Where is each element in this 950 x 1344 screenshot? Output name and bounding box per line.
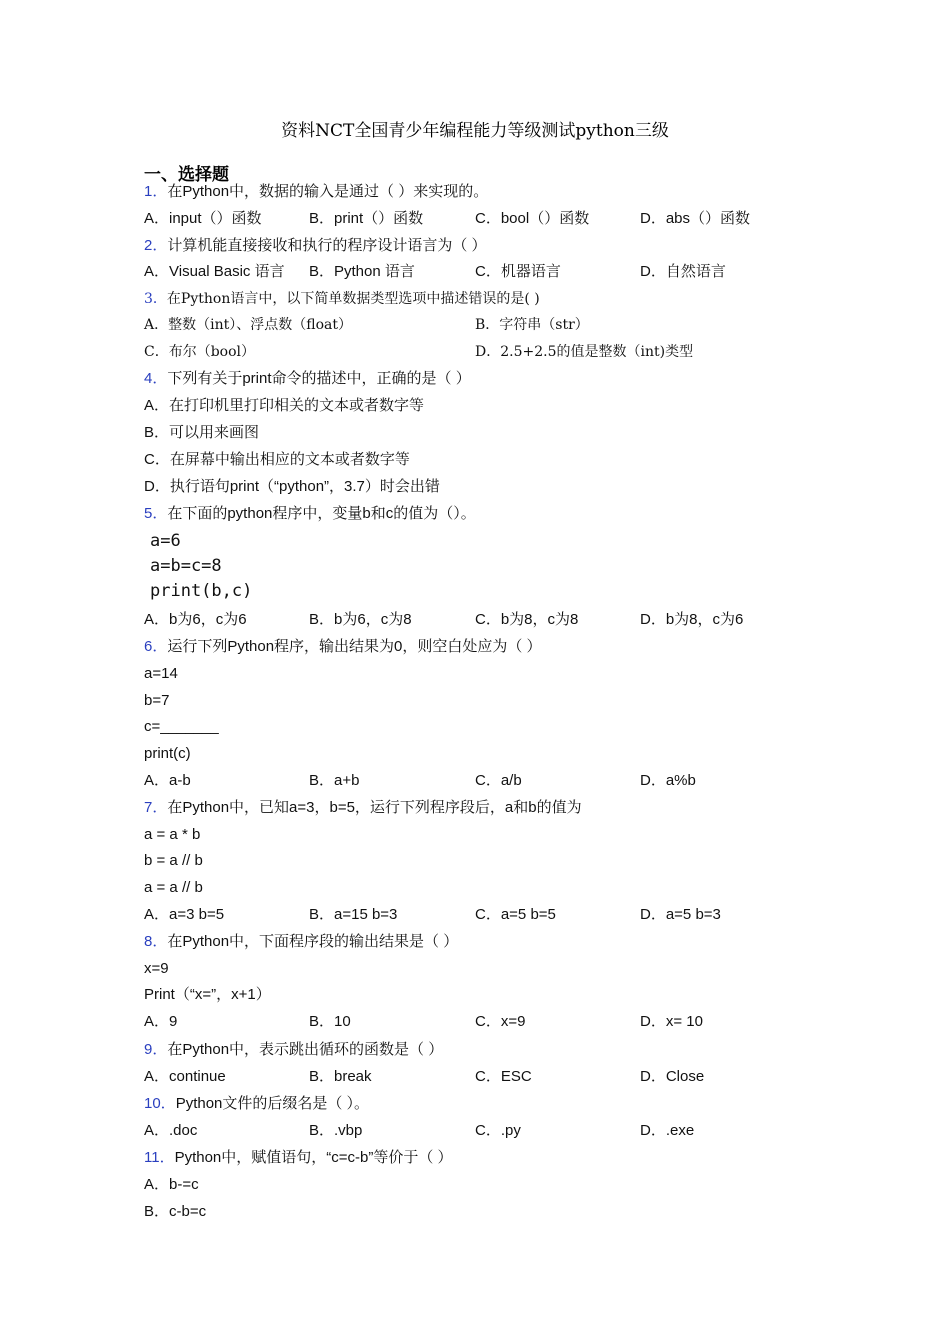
option-d: D．自然语言 (640, 263, 726, 280)
code-line: c=_______ (144, 718, 219, 735)
question-1 (144, 182, 488, 202)
code-line: x=9 (144, 960, 169, 977)
question-number: 5． (144, 505, 168, 522)
question-7 (144, 798, 582, 818)
question-text: 在Python中，已知a=3，b=5，运行下列程序段后，a和b的值为 (167, 799, 582, 816)
option-b: B．a=15 b=3 (309, 906, 398, 923)
question-number: 1． (144, 183, 168, 200)
option-a: A．continue (144, 1068, 226, 1085)
code-line: b = a // b (144, 852, 203, 869)
option-b: B．b为6，c为8 (309, 611, 412, 628)
question-text: 在Python中，表示跳出循环的函数是（ ） (167, 1041, 444, 1058)
option-d: D．a%b (640, 772, 696, 789)
option-c: C．a/b (475, 772, 522, 789)
code-line: Print（“x=”，x+1） (144, 986, 271, 1003)
question-number: 10． (144, 1095, 176, 1112)
option-d: D．abs（）函数 (640, 210, 751, 227)
option-a: A．a-b (144, 772, 191, 789)
option-a: A．b为6，c为6 (144, 611, 247, 628)
section-heading: 一、选择题 (144, 165, 229, 184)
option-d: D．a=5 b=3 (640, 906, 721, 923)
option-d: D．b为8，c为6 (640, 611, 744, 628)
question-4 (144, 369, 471, 389)
question-number: 3． (144, 291, 167, 307)
option-d: D．Close (640, 1068, 705, 1085)
question-text: 在下面的python程序中，变量b和c的值为（）。 (167, 505, 476, 522)
question-text: 下列有关于print命令的描述中，正确的是（ ） (167, 370, 471, 387)
question-text: Python文件的后缀名是（ ）。 (175, 1095, 370, 1112)
option-a: A．Visual Basic 语言 (144, 263, 285, 280)
question-number: 7． (144, 799, 168, 816)
option-a: A．b-=c (144, 1176, 199, 1193)
question-text: 在Python中，数据的输入是通过（ ）来实现的。 (167, 183, 489, 200)
code-line: a=14 (144, 665, 178, 682)
question-number: 11． (144, 1149, 175, 1166)
option-b: B．Python 语言 (309, 263, 415, 280)
code-line: a=b=c=8 (150, 556, 222, 576)
question-number: 2． (144, 237, 168, 254)
option-b: B．print（）函数 (309, 210, 424, 227)
question-11 (144, 1148, 453, 1168)
question-number: 4． (144, 370, 168, 387)
code-line: print(c) (144, 745, 191, 762)
question-9 (144, 1040, 443, 1060)
option-b: B．a+b (309, 772, 360, 789)
question-10 (144, 1094, 369, 1114)
option-c: C．布尔（bool） (144, 344, 256, 360)
option-d: D．2.5+2.5的值是整数（int)类型 (475, 344, 694, 360)
question-text: Python中，赋值语句，“c=c-b”等价于（ ） (174, 1149, 453, 1166)
question-3 (144, 289, 540, 309)
option-b: B．.vbp (309, 1122, 363, 1139)
question-8 (144, 932, 458, 952)
option-c: C．在屏幕中输出相应的文本或者数字等 (144, 451, 410, 468)
option-d: D．x= 10 (640, 1013, 703, 1030)
option-c: C．bool（）函数 (475, 210, 590, 227)
option-a: A．9 (144, 1013, 178, 1030)
code-line: a = a // b (144, 879, 203, 896)
question-text: 在Python语言中，以下简单数据类型选项中描述错误的是( ) (166, 291, 540, 307)
option-c: C．a=5 b=5 (475, 906, 556, 923)
option-c: C．b为8，c为8 (475, 611, 579, 628)
document-title: 资料NCT全国青少年编程能力等级测试python三级 (281, 121, 669, 141)
question-2 (144, 236, 487, 256)
option-c: C．机器语言 (475, 263, 561, 280)
question-text: 在Python中，下面程序段的输出结果是（ ） (167, 933, 459, 950)
question-6 (144, 637, 542, 657)
question-text: 计算机能直接接收和执行的程序设计语言为（ ） (167, 237, 487, 254)
option-b: B．可以用来画图 (144, 424, 260, 441)
option-a: A．在打印机里打印相关的文本或者数字等 (144, 397, 425, 414)
option-b: B．c-b=c (144, 1203, 207, 1220)
option-d: D．.exe (640, 1122, 695, 1139)
option-a: A．整数（int）、浮点数（float） (144, 317, 352, 333)
option-a: A．a=3 b=5 (144, 906, 225, 923)
code-line: print(b,c) (150, 581, 253, 601)
option-c: C．ESC (475, 1068, 532, 1085)
question-text: 运行下列Python程序，输出结果为0，则空白处应为（ ） (167, 638, 542, 655)
code-image (150, 529, 252, 604)
code-line: a = a * b (144, 826, 201, 843)
question-number: 8． (144, 933, 168, 950)
option-d: D．执行语句print（“python”，3.7）时会出错 (144, 478, 440, 495)
code-line: b=7 (144, 692, 170, 709)
option-a: A．.doc (144, 1122, 198, 1139)
code-line: a=6 (150, 531, 181, 551)
question-number: 9． (144, 1041, 168, 1058)
option-c: C．x=9 (475, 1013, 526, 1030)
option-b: B．10 (309, 1013, 351, 1030)
question-number: 6． (144, 638, 168, 655)
question-5 (144, 504, 476, 524)
option-b: B．字符串（str） (475, 317, 589, 333)
option-a: A．input（）函数 (144, 210, 262, 227)
option-c: C．.py (475, 1122, 521, 1139)
option-b: B．break (309, 1068, 372, 1085)
